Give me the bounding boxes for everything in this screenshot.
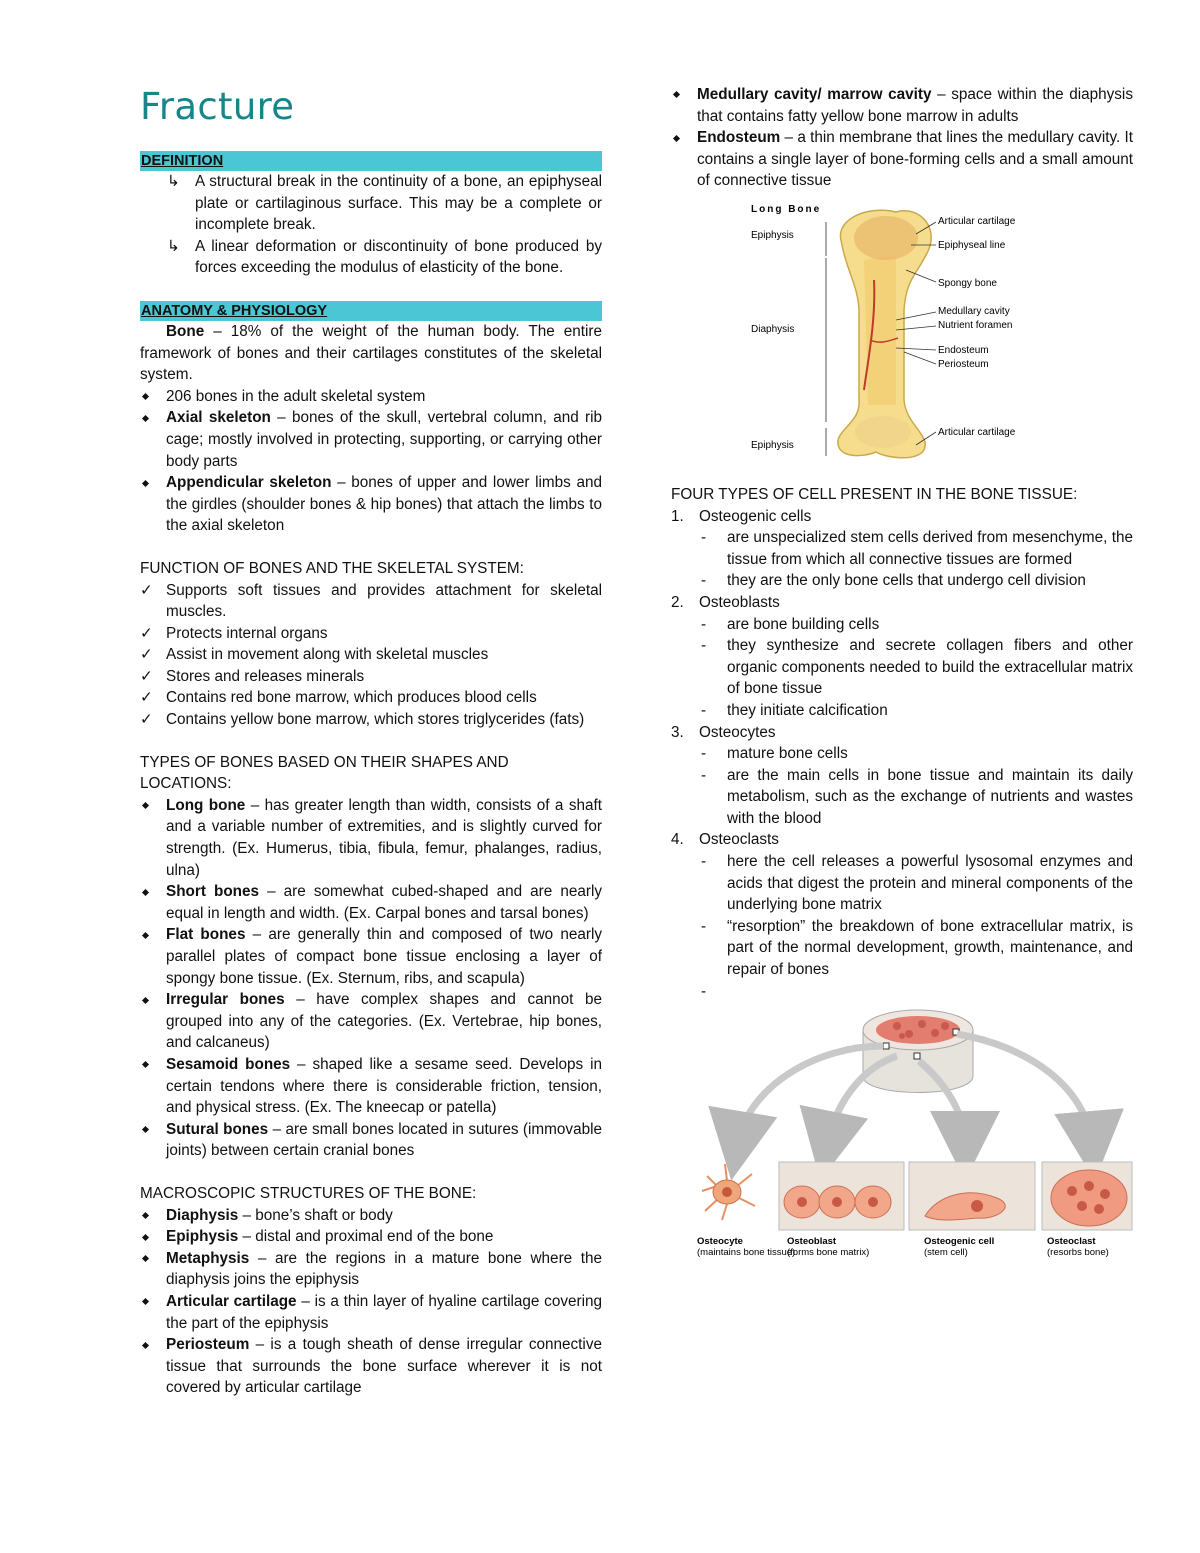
right-label: Spongy bone [938, 277, 997, 289]
functions-heading: FUNCTION OF BONES AND THE SKELETAL SYSTEM: [140, 559, 524, 577]
checkmark-icon: ✓ [140, 646, 153, 664]
list-item: Diaphysis – bone’s shaft or body [140, 1205, 602, 1227]
list-item: Appendicular skeleton – bones of upper and lower limbs and the girdles (shoulder bones & hip bones) that attach the limbs to the axial skeleton [140, 472, 602, 537]
list-item: Short bones – are somewhat cubed-shaped and are nearly equal in length and width. (Ex. Carpal bones and tarsal bones) [140, 881, 602, 924]
caption-name: Osteogenic cell [924, 1236, 995, 1248]
sub-item: - they are the only bone cells that undergo cell division [699, 570, 1133, 592]
list-item: ↳ A linear deformation or discontinuity of bone produced by forces exceeding the modulus of elasticity of the bone. [167, 237, 602, 277]
list-item: Long bone – has greater length than width, consists of a shaft and a variable number of extremities, and is slightly curved for strength. (Ex. Humerus, tibia, fibula, femur, phalanges, radius, ulna) [140, 795, 602, 881]
right-label: Articular cartilage [938, 426, 1016, 438]
sub-item: - they synthesize and secrete collagen fibers and other organic components needed to build the extracellular matrix of bone tissue [699, 635, 1133, 700]
sub-item: - mature bone cells [699, 743, 1133, 765]
bone-cells-diagram [697, 1006, 1137, 1276]
list-item: ✓ Contains yellow bone marrow, which stores triglycerides (fats) [140, 709, 602, 731]
list-item: Axial skeleton – bones of the skull, vertebral column, and rib cage; mostly involved in protecting, supporting, or carrying other body parts [140, 407, 602, 472]
sub-item: - are the main cells in bone tissue and maintain its daily metabolism, such as the exchange of nutrients and wastes with the blood [699, 765, 1133, 830]
list-item: 4. Osteoclasts - here the cell releases a powerful lysosomal enzymes and acids that digest the protein and mineral components of the underlying bone matrix - “resorption” the breakdown of bone extracellular matrix, is part of the normal development, growth, maintenance, and repair of bones - [671, 829, 1133, 1002]
list-item: ↳ A structural break in the continuity of a bone, an epiphyseal plate or cartilaginous surface. This may be a complete or incomplete break. [167, 173, 602, 234]
list-item: Sesamoid bones – shaped like a sesame seed. Develops in certain tendons where there is considerable friction, tension, and physical stress. (Ex. The kneecap or patella) [140, 1054, 602, 1119]
checkmark-icon: ✓ [140, 711, 153, 729]
list-item: Endosteum – a thin membrane that lines the medullary cavity. It contains a single layer of bone-forming cells and a small amount of connective tissue [671, 127, 1133, 192]
caption-desc: (maintains bone tissue) [697, 1247, 796, 1259]
bullet-icon [140, 386, 164, 408]
caption-name: Osteocyte [697, 1236, 743, 1248]
list-item: Epiphysis – distal and proximal end of the bone [140, 1226, 602, 1248]
bullet-icon [140, 795, 164, 817]
functions-list [140, 580, 602, 731]
list-item: ✓ Assist in movement along with skeletal muscles [140, 644, 602, 666]
arrow-bullet-icon: ↳ [167, 173, 180, 190]
definition-list [140, 171, 602, 279]
list-item: 3. Osteocytes - mature bone cells - are the main cells in bone tissue and maintain its daily metabolism, such as the exchange of nutrients and wastes with the blood [671, 722, 1133, 830]
caption-desc: (forms bone matrix) [787, 1247, 870, 1259]
long-bone-figure [746, 200, 1066, 462]
bullet-icon [140, 924, 164, 946]
types-list [140, 795, 602, 1162]
list-item: Flat bones – are generally thin and composed of two nearly parallel plates of compact bone tissue enclosing a layer of spongy bone tissue. (Ex. Sternum, ribs, and scapula) [140, 924, 602, 989]
bullet-icon [140, 989, 164, 1011]
list-item: ✓ Supports soft tissues and provides attachment for skeletal muscles. [140, 581, 602, 621]
bullet-icon [140, 1291, 164, 1313]
bullet-icon [140, 1119, 164, 1141]
bullet-icon [140, 472, 164, 494]
macro-heading: MACROSCOPIC STRUCTURES OF THE BONE: [140, 1184, 477, 1202]
bullet-icon [140, 407, 164, 429]
types-heading: TYPES OF BONES BASED ON THEIR SHAPES AND LOCATIONS: [140, 753, 509, 793]
list-item: Periosteum – is a tough sheath of dense irregular connective tissue that surrounds the bone surface wherever it is not covered by articular cartilage [140, 1334, 602, 1399]
arrow-bullet-icon: ↳ [167, 237, 180, 255]
osteoblast-panel [779, 1162, 904, 1230]
right-label: Nutrient foramen [938, 319, 1013, 331]
osteoclast-panel [1042, 1162, 1132, 1230]
list-item: Medullary cavity/ marrow cavity – space within the diaphysis that contains fatty yellow bone marrow in adults [671, 84, 1133, 127]
definition-heading: DEFINITION [140, 151, 602, 171]
list-item: ✓ Contains red bone marrow, which produces blood cells [140, 687, 602, 709]
list-item: 206 bones in the adult skeletal system [140, 386, 602, 408]
checkmark-icon: ✓ [140, 581, 153, 599]
left-label: Epiphysis [751, 439, 794, 451]
sub-item: - they initiate calcification [699, 700, 1133, 722]
checkmark-icon: ✓ [140, 624, 153, 642]
list-item: ✓ Protects internal organs [140, 623, 602, 645]
cells-heading: FOUR TYPES OF CELL PRESENT IN THE BONE TISSUE: [671, 485, 1078, 503]
checkmark-icon: ✓ [140, 689, 153, 707]
page-title: Fracture [140, 85, 295, 128]
right-label: Medullary cavity [938, 305, 1010, 317]
right-label: Epiphyseal line [938, 239, 1006, 251]
bullet-icon [140, 1205, 164, 1227]
list-item: Metaphysis – are the regions in a mature bone where the diaphysis joins the epiphysis [140, 1248, 602, 1291]
osteocyte-panel [702, 1164, 755, 1220]
list-item: Sutural bones – are small bones located in sutures (immovable joints) between certain cranial bones [140, 1119, 602, 1162]
right-label: Articular cartilage [938, 215, 1016, 227]
bone-cells-figure [697, 1006, 1137, 1276]
caption-desc: (resorbs bone) [1047, 1247, 1109, 1259]
sub-item [699, 981, 1133, 1003]
bullet-icon [140, 1248, 164, 1270]
anatomy-intro: Bone – 18% of the weight of the human body. The entire framework of bones and their cartilages constitutes of the skeletal system. [140, 322, 602, 384]
bullet-icon [671, 84, 695, 106]
caption-name: Osteoclast [1047, 1236, 1096, 1248]
left-label: Diaphysis [751, 323, 795, 335]
sub-item: - “resorption” the breakdown of bone extracellular matrix, is part of the normal development, growth, maintenance, and repair of bones [699, 916, 1133, 981]
right-label: Periosteum [938, 358, 989, 370]
left-column [140, 80, 602, 1399]
long-bone-diagram [746, 200, 1066, 462]
sub-item: - are bone building cells [699, 614, 1133, 636]
cells-list [671, 506, 1133, 1003]
right-label: Endosteum [938, 344, 989, 356]
left-label: Epiphysis [751, 229, 794, 241]
sub-item: - are unspecialized stem cells derived from mesenchyme, the tissue from which all connective tissues are formed [699, 527, 1133, 570]
list-item: 1. Osteogenic cells - are unspecialized stem cells derived from mesenchyme, the tissue from which all connective tissues are formed - they are the only bone cells that undergo cell division [671, 506, 1133, 592]
sub-item: - here the cell releases a powerful lysosomal enzymes and acids that digest the protein and mineral components of the underlying bone matrix [699, 851, 1133, 916]
list-item: Articular cartilage – is a thin layer of hyaline cartilage covering the part of the epiphysis [140, 1291, 602, 1334]
macro-list-continued [671, 84, 1133, 192]
anatomy-list [140, 386, 602, 537]
list-item: ✓ Stores and releases minerals [140, 666, 602, 688]
anatomy-heading: ANATOMY & PHYSIOLOGY [140, 301, 602, 321]
bullet-icon [140, 881, 164, 903]
figure-title: Long Bone [751, 203, 822, 215]
bullet-icon [140, 1226, 164, 1248]
osteogenic-panel [909, 1162, 1035, 1230]
caption-name: Osteoblast [787, 1236, 837, 1248]
list-item: 2. Osteoblasts - are bone building cells - they synthesize and secrete collagen fibers and other organic components needed to build the extracellular matrix of bone tissue - they initiate calcification [671, 592, 1133, 722]
checkmark-icon: ✓ [140, 667, 153, 685]
bullet-icon [140, 1054, 164, 1076]
list-item: Irregular bones – have complex shapes and cannot be grouped into any of the categories. (Ex. Vertebrae, hip bones, and calcaneus) [140, 989, 602, 1054]
bullet-icon [140, 1334, 164, 1356]
bullet-icon [671, 127, 695, 149]
caption-desc: (stem cell) [924, 1247, 968, 1259]
right-column [671, 84, 1133, 1276]
macro-list [140, 1205, 602, 1399]
